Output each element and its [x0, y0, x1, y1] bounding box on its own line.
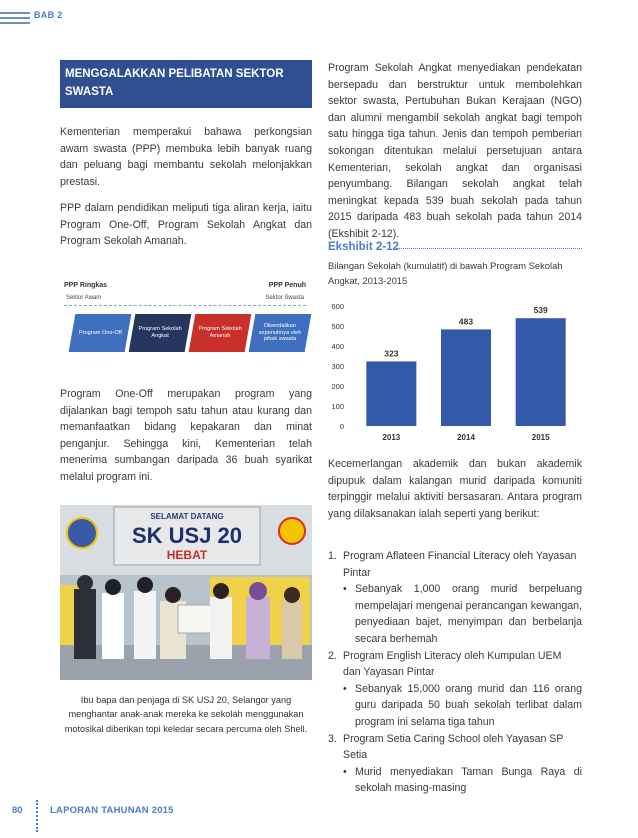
spectrum-left-sub: Sektor Awam	[66, 295, 102, 301]
left-paragraph-2: PPP dalam pendidikan meliputi tiga aliran kerja, iaitu Program One-Off, Program Sekolah Angkat dan Program Sekolah Amanah.	[60, 202, 312, 248]
left-paragraph-3: Program One-Off merupakan program yang dijalankan bagi tempoh satu tahun atau kurang dan memanfaatkan bidang kepakaran dan minat penganjur. Sehingga kini, Kementerian telah menerima sumbangan daripada 36 buah syarikat melalui program ini.	[60, 388, 312, 483]
bar-value-label: 323	[384, 348, 399, 359]
y-tick-label: 200	[331, 382, 344, 391]
chapter-decoration	[0, 12, 30, 27]
exhibit-title: Ekshibit 2-12	[328, 241, 399, 253]
program-list	[328, 548, 582, 797]
exhibit-bar-chart	[328, 296, 582, 446]
list-item-text: Program English Literacy oleh Kumpulan UEM dan Yayasan Pintar	[343, 649, 562, 679]
list-item-text: Program Aflateen Financial Literacy oleh Yayasan Pintar	[343, 550, 577, 579]
list-item	[328, 548, 582, 581]
page-number: 80	[12, 805, 23, 816]
footer-divider	[36, 800, 38, 832]
spectrum-arrow-line	[64, 305, 306, 306]
event-photo-illustration	[60, 505, 312, 680]
bar-value-label: 539	[533, 305, 548, 316]
list-number: 3.	[328, 732, 337, 745]
list-item-text: Program Setia Caring School oleh Yayasan SP Setia	[343, 732, 564, 762]
banner-top-text: SELAMAT DATANG	[150, 512, 224, 521]
y-tick-label: 400	[331, 342, 344, 351]
event-photo	[60, 505, 312, 680]
banner-main-text: SK USJ 20	[131, 523, 243, 548]
bullet-icon: •	[343, 583, 347, 596]
list-number: 2.	[328, 649, 337, 662]
spectrum-box-sekolah-angkat: Program Sekolah Angkat	[129, 314, 192, 352]
report-title: LAPORAN TAHUNAN 2015	[50, 805, 174, 816]
x-tick-label: 2015	[531, 433, 550, 442]
list-sub-item	[328, 681, 582, 731]
photo-caption: Ibu bapa dan penjaga di SK USJ 20, Selangor yang menghantar anak-anak mereka ke sekolah menggunakan motosikal diberikan topi keledar secara percuma oleh Shell.	[64, 695, 308, 734]
spectrum-box-one-off: Program One-Off	[69, 314, 132, 352]
spectrum-left-head: PPP Ringkas	[64, 282, 108, 289]
y-tick-label: 100	[331, 402, 344, 411]
bar-2014	[441, 329, 491, 426]
x-tick-label: 2013	[382, 433, 401, 442]
spectrum-right-sub: Sektor Swasta	[265, 295, 304, 301]
y-tick-label: 0	[339, 422, 344, 431]
y-tick-label: 300	[331, 362, 344, 371]
list-sub-item	[328, 581, 582, 647]
left-paragraph-1: Kementerian memperakui bahawa perkongsian awam swasta (PPP) membuka lebih banyak ruang dan peluang bagi membantu sekolah melonjakkan prestasi.	[60, 126, 312, 188]
y-tick-label: 600	[331, 302, 344, 311]
list-sub-item-text: Murid menyediakan Taman Bunga Raya di sekolah masing-masing	[355, 765, 582, 795]
y-tick-label: 500	[331, 322, 344, 331]
x-tick-label: 2014	[457, 433, 475, 442]
banner-sub-text: HEBAT	[166, 548, 208, 562]
bar-value-label: 483	[458, 316, 474, 327]
exhibit-description: Bilangan Sekolah (kumulatif) di bawah Program Sekolah Angkat, 2013-2015	[328, 260, 563, 286]
list-sub-item-text: Sebanyak 15,000 orang murid dan 116 orang guru daripada 50 buah sekolah terlibat dalam program ini selama tiga tahun	[355, 682, 582, 728]
right-paragraph-2: Kecemerlangan akademik dan bukan akademik dipupuk dalam kalangan murid daripada komuniti terpinggir melalui aktiviti bersasaran. Antara program yang dilaksanakan ialah seperti yang berikut:	[328, 458, 582, 520]
list-item	[328, 731, 582, 764]
bar-2015	[516, 318, 566, 426]
right-paragraph-1: Program Sekolah Angkat menyediakan pendekatan bersepadu dan berstruktur untuk membolehkan sektor swasta, Pertubuhan Bukan Kerajaan (NGO) dan alumni mengambil sekolah angkat bagi tempoh satu hingga tiga tahun. Jenis dan tempoh pemberian sokongan ditentukan melalui persetujuan antara Kementerian, sekolah angkat dan organisasi penyumbang. Bilangan sekolah angkat telah meningkat kepada 539 buah sekolah pada tahun 2015 daripada 483 buah sekolah pada tahun 2014 (Ekshibit 2-12).	[328, 62, 582, 240]
list-item	[328, 648, 582, 681]
bullet-icon: •	[343, 682, 347, 695]
list-sub-item-text: Sebanyak 1,000 orang murid berpeluang mempelajari mengenai perancangan kewangan, penyediaan bajet, menyimpan dan berbelanja secara berhemah	[355, 583, 582, 645]
ppp-spectrum-diagram	[60, 282, 310, 356]
section-title: MENGGALAKKAN PELIBATAN SEKTOR SWASTA	[60, 60, 312, 108]
exhibit-rule	[396, 248, 582, 249]
spectrum-right-head: PPP Penuh	[268, 282, 306, 289]
spectrum-box-private: Dikendalikan sepenuhnya oleh pihak swasta	[249, 314, 312, 352]
bar-2013	[366, 361, 416, 426]
spectrum-box-sekolah-amanah: Program Sekolah Amanah	[189, 314, 252, 352]
chapter-label: BAB 2	[34, 10, 63, 20]
bullet-icon: •	[343, 765, 347, 778]
list-sub-item	[328, 764, 582, 797]
list-number: 1.	[328, 550, 337, 562]
